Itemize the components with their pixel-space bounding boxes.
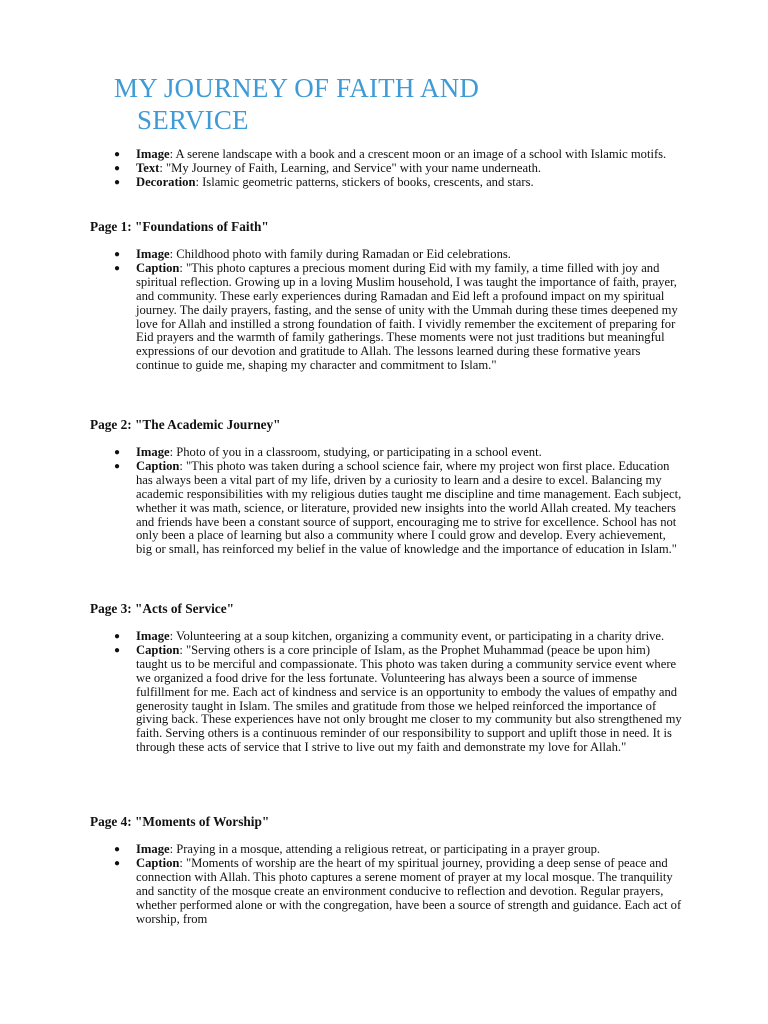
list-item [0, 857, 768, 927]
bullet-icon: ● [114, 162, 121, 174]
cover-list [0, 148, 768, 190]
bullet-icon: ● [114, 447, 121, 458]
list-item [0, 248, 768, 262]
list-item [0, 176, 768, 190]
item-label: Image [136, 842, 170, 856]
title-line-1: MY JOURNEY OF FAITH AND [114, 73, 480, 103]
section-list [0, 248, 768, 373]
section-list [0, 630, 768, 755]
item-label: Caption [136, 855, 180, 870]
item-label: Caption [136, 458, 180, 473]
item-text: : "This photo was taken during a school science fair, where my project won first place. Education has always been a vital part of my life, driven by a curiosity to learn and a desire to excel. Balancing my academic responsibilities with my religious duties taught me discipline and time management. Each subject, whether it was math, science, or literature, provided new insights into the world Allah created. My teachers and friends have been a constant source of support, encouraging me to strive for excellence. School has not only been a place of learning but also a community where I could grow and develop. Every achievement, big or small, has reinforced my belief in the value of knowledge and the importance of education in Islam." [136, 458, 682, 557]
document-title [114, 72, 674, 136]
item-label: Decoration [136, 174, 196, 189]
list-item [0, 644, 768, 755]
title-line-2: SERVICE [137, 105, 249, 135]
item-text: : "Serving others is a core principle of Islam, as the Prophet Muhammad (peace be upon him) taught us to be merciful and compassionate. This photo was taken during a community service event where we organized a food drive for the less fortunate. Volunteering has always been a source of immense fulfillment for me. Each act of kindness and service is an opportunity to embody the values of empathy and generosity taught in Islam. The smiles and gratitude from those we helped reinforced the importance of giving back. These experiences have not only brought me closer to my community but also strengthened my faith. Serving others is a continuous reminder of our responsibility to support and uplift those in need. It is through these acts of service that I strive to live out my faith and demonstrate my love for Allah." [136, 642, 682, 755]
bullet-icon: ● [114, 844, 121, 855]
section-heading: Page 1: "Foundations of Faith" [90, 219, 269, 234]
section-list [0, 446, 768, 557]
item-text: : Praying in a mosque, attending a religious retreat, or participating in a prayer group. [169, 842, 601, 856]
item-label: Caption [136, 260, 180, 275]
item-text: : Childhood photo with family during Ramadan or Eid celebrations. [169, 247, 511, 261]
item-label: Image [136, 247, 170, 261]
item-text: : Photo of you in a classroom, studying, or participating in a school event. [169, 445, 542, 459]
item-text: : "This photo captures a precious moment during Eid with my family, a time filled with joy and spiritual reflection. Growing up in a loving Muslim household, I was taught the importance of faith, prayer, and community. These early experiences during Ramadan and Eid left a profound impact on my spiritual journey. The daily prayers, fasting, and the sense of unity with the Ummah during these times deepened my love for Allah and instilled a strong foundation of faith. I vividly remember the excitement of preparing for Eid prayers and the warmth of family gatherings. These moments were not just traditions but meaningful expressions of our devotion and gratitude to Allah. The lessons learned during these formative years continue to guide me, shaping my character and commitment to Islam." [136, 260, 678, 373]
bullet-icon: ● [114, 262, 121, 274]
bullet-icon: ● [114, 631, 121, 642]
list-item [0, 262, 768, 373]
list-item [0, 446, 768, 460]
item-label: Text [136, 160, 160, 175]
item-label: Image [136, 445, 170, 459]
item-text: : "My Journey of Faith, Learning, and Service" with your name underneath. [159, 160, 542, 175]
section-list [0, 843, 768, 926]
section-heading: Page 4: "Moments of Worship" [90, 814, 270, 829]
item-text: : Volunteering at a soup kitchen, organizing a community event, or participating in a charity drive. [169, 629, 665, 643]
bullet-icon: ● [114, 644, 121, 656]
item-label: Image [136, 629, 170, 643]
item-label: Image [136, 147, 170, 161]
list-item [0, 162, 768, 176]
bullet-icon: ● [114, 176, 121, 188]
list-item [0, 843, 768, 857]
list-item [0, 460, 768, 557]
section-heading: Page 3: "Acts of Service" [90, 601, 234, 616]
bullet-icon: ● [114, 460, 121, 472]
section-heading: Page 2: "The Academic Journey" [90, 417, 281, 432]
bullet-icon: ● [114, 149, 121, 160]
item-label: Caption [136, 642, 180, 657]
item-text: : A serene landscape with a book and a crescent moon or an image of a school with Islamic motifs. [169, 147, 667, 161]
bullet-icon: ● [114, 857, 121, 869]
item-text: : "Moments of worship are the heart of my spiritual journey, providing a deep sense of peace and connection with Allah. This photo captures a serene moment of prayer at my local mosque. The tranquility and sanctity of the mosque create an environment conducive to reflection and devotion. Regular prayers, whether performed alone or with the congregation, have been a source of strength and guidance. Each act of worship, from [136, 855, 682, 926]
item-text: : Islamic geometric patterns, stickers of books, crescents, and stars. [195, 174, 534, 189]
list-item [0, 630, 768, 644]
bullet-icon: ● [114, 249, 121, 260]
list-item [0, 148, 768, 162]
